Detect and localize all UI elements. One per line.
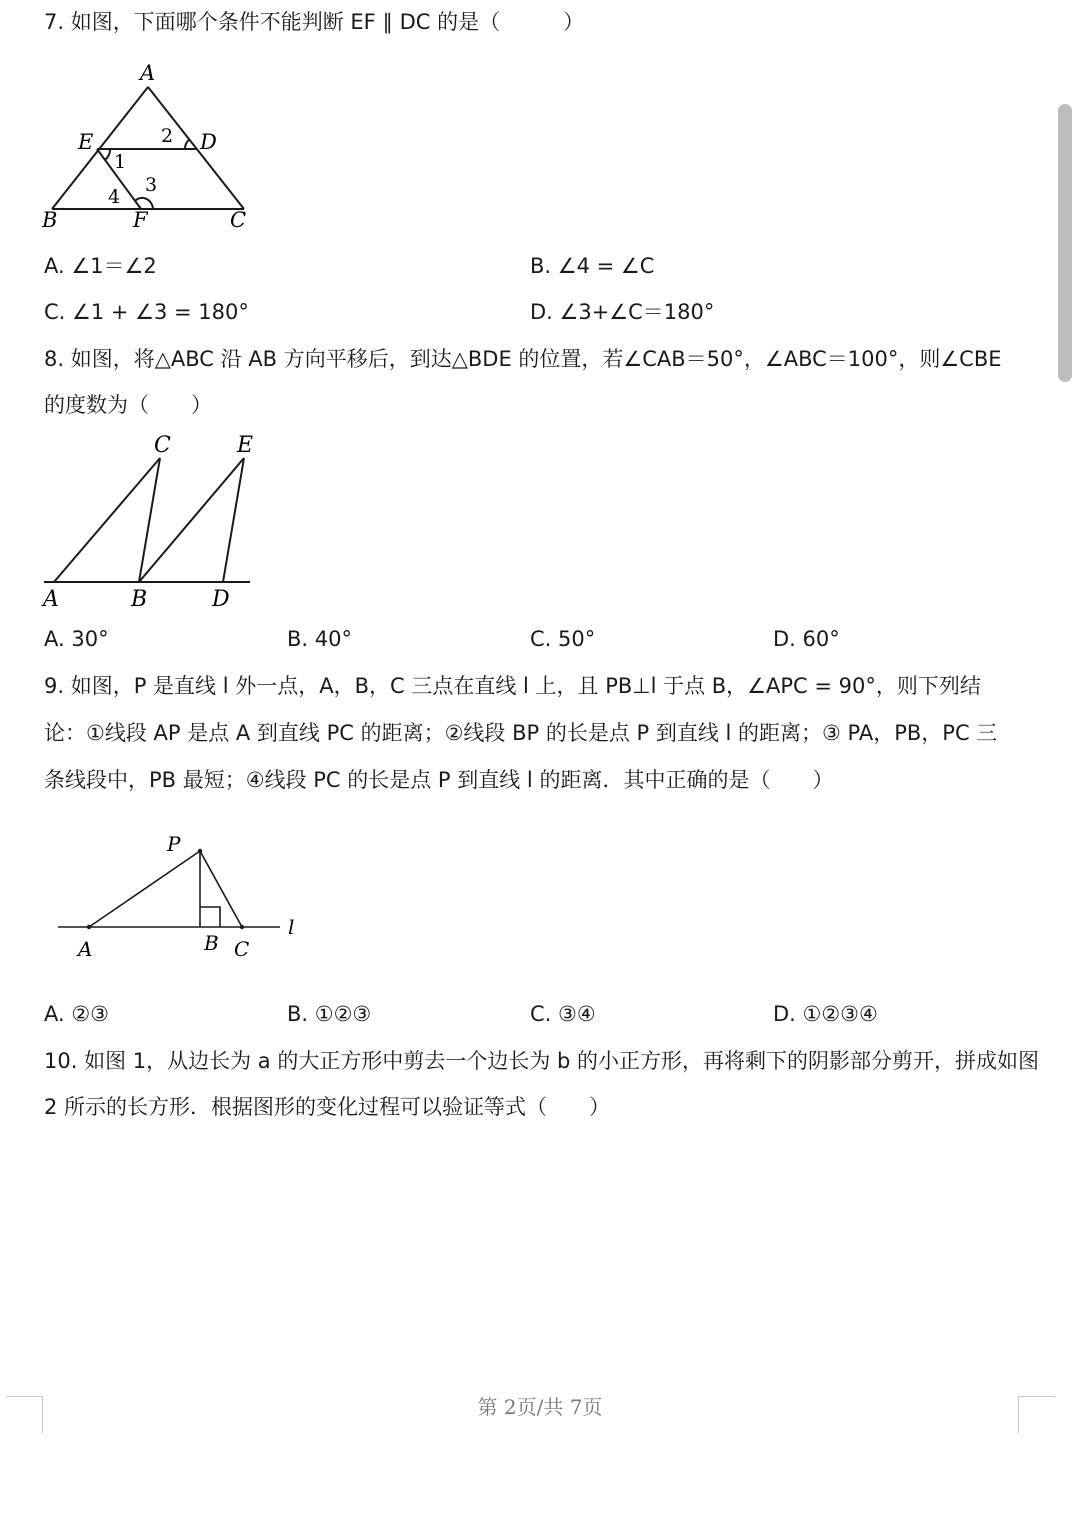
q9-stem-line-2: 论：①线段 AP 是点 A 到直线 PC 的距离；②线段 BP 的长是点 P 到直线 l 的距离；③ PA，PB，PC 三 xyxy=(44,721,998,745)
q10-stem-line-2: 2 所示的长方形．根据图形的变化过程可以验证等式（ ） xyxy=(44,1095,611,1119)
q9-figure xyxy=(50,830,310,970)
page-corner-left xyxy=(6,1396,43,1433)
q7-label-d: D xyxy=(200,130,217,154)
q7-angle-1: 1 xyxy=(114,151,127,173)
q7-label-e: E xyxy=(78,130,94,154)
q7-figure xyxy=(40,60,260,235)
q10-stem-line-1: 10. 如图 1，从边长为 a 的大正方形中剪去一个边长为 b 的小正方形，再将剩下的阴影部分剪开，拼成如图 xyxy=(44,1049,1040,1073)
q8-label-e: E xyxy=(237,433,254,458)
page-number-footer: 第 2页/共 7页 xyxy=(477,1395,603,1419)
q9-option-d[interactable]: D. ①②③④ xyxy=(773,1002,878,1026)
q8-figure xyxy=(40,430,260,615)
q9-option-c[interactable]: C. ③④ xyxy=(530,1002,596,1026)
q7-option-b[interactable]: B. ∠4 = ∠C xyxy=(530,254,655,278)
q9-stem-line-3: 条线段中，PB 最短；④线段 PC 的长是点 P 到直线 l 的距离．其中正确的是（ ） xyxy=(44,768,834,792)
q9-option-a[interactable]: A. ②③ xyxy=(44,1002,109,1026)
q7-label-a: A xyxy=(140,61,156,85)
q8-stem-line-1: 8. 如图，将△ABC 沿 AB 方向平移后，到达△BDE 的位置，若∠CAB＝50°，∠ABC＝100°，则∠CBE xyxy=(44,347,1002,371)
q7-stem: 7. 如图，下面哪个条件不能判断 EF ∥ DC 的是（ ） xyxy=(44,10,585,34)
q8-label-a: A xyxy=(43,587,59,612)
q7-label-f: F xyxy=(133,208,148,232)
q8-label-b: B xyxy=(131,587,148,612)
q7-label-b: B xyxy=(42,208,58,232)
q9-stem-line-1: 9. 如图，P 是直线 l 外一点，A，B，C 三点在直线 l 上，且 PB⊥l 于点 B，∠APC = 90°，则下列结 xyxy=(44,674,981,698)
q7-angle-3: 3 xyxy=(145,174,158,196)
q7-option-d[interactable]: D. ∠3+∠C＝180° xyxy=(530,300,715,324)
q7-option-c[interactable]: C. ∠1 + ∠3 = 180° xyxy=(44,300,249,324)
vertical-scrollbar[interactable] xyxy=(1058,104,1072,382)
q8-option-a[interactable]: A. 30° xyxy=(44,627,109,651)
q8-option-d[interactable]: D. 60° xyxy=(773,627,840,651)
page-corner-right xyxy=(1018,1396,1055,1433)
q9-label-b: B xyxy=(204,931,219,955)
q8-label-d: D xyxy=(212,587,230,612)
q9-option-b[interactable]: B. ①②③ xyxy=(287,1002,372,1026)
q9-label-c: C xyxy=(234,937,250,961)
q9-label-l: l xyxy=(288,915,295,939)
q8-option-c[interactable]: C. 50° xyxy=(530,627,596,651)
q9-label-p: P xyxy=(167,832,181,856)
q7-angle-2: 2 xyxy=(161,125,174,147)
q7-label-c: C xyxy=(230,208,247,232)
q7-angle-4: 4 xyxy=(108,186,121,208)
q9-label-a: A xyxy=(78,937,93,961)
q8-option-b[interactable]: B. 40° xyxy=(287,627,352,651)
q8-stem-line-2: 的度数为（ ） xyxy=(44,393,212,417)
q8-label-c: C xyxy=(154,433,171,458)
q7-option-a[interactable]: A. ∠1＝∠2 xyxy=(44,254,157,278)
